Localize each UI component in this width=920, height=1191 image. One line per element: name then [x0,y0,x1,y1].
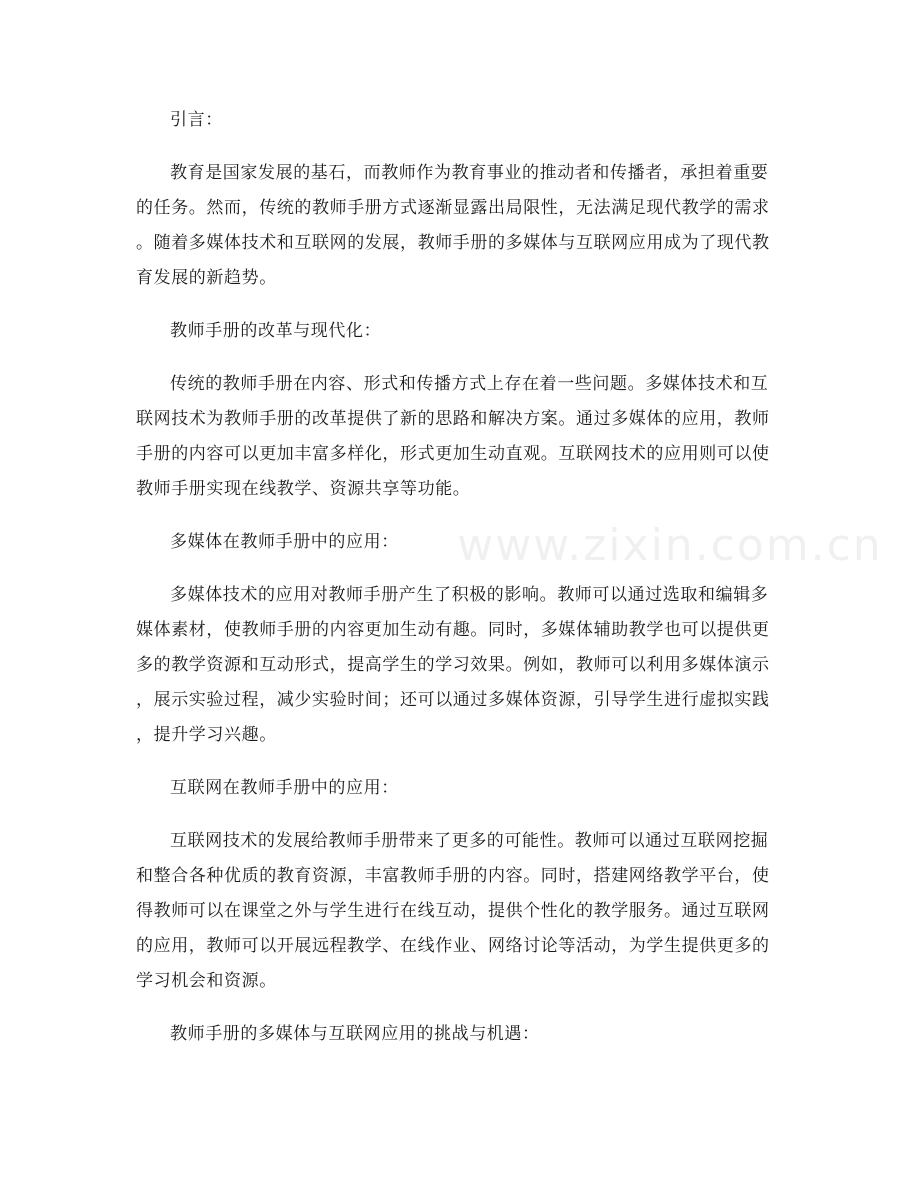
paragraph-line: 手册的内容可以更加丰富多样化，形式更加生动直观。互联网技术的应用则可以使 [136,444,770,464]
paragraph-line: 教育是国家发展的基石，而教师作为教育事业的推动者和传播者，承担着重要 [170,163,769,183]
paragraph-line: 的任务。然而，传统的教师手册方式逐渐显露出局限性，无法满足现代教学的需求 [136,198,770,218]
watermark: www.zixin.com.cn [457,520,883,571]
paragraph-line: 的应用，教师可以开展远程教学、在线作业、网络讨论等活动，为学生提供更多的 [136,936,770,956]
paragraph-line: 多的教学资源和互动形式，提高学生的学习效果。例如，教师可以利用多媒体演示 [136,655,770,675]
paragraph-line: 传统的教师手册在内容、形式和传播方式上存在着一些问题。多媒体技术和互 [170,374,769,394]
paragraph-multimedia [136,578,786,753]
section-heading-reform: 教师手册的改革与现代化： [170,321,382,341]
paragraph-line: 多媒体技术的应用对教师手册产生了积极的影响。教师可以通过选取和编辑多 [170,585,769,605]
section-heading-introduction: 引言： [170,110,223,130]
paragraph-line: 联网技术为教师手册的改革提供了新的思路和解决方案。通过多媒体的应用，教师 [136,409,770,429]
paragraph-internet [136,824,786,999]
paragraph-line: ，展示实验过程，减少实验时间；还可以通过多媒体资源，引导学生进行虚拟实践 [136,690,770,710]
paragraph-line: 和整合各种优质的教育资源，丰富教师手册的内容。同时，搭建网络教学平台，使 [136,866,770,886]
section-heading-challenges: 教师手册的多媒体与互联网应用的挑战与机遇： [170,1024,540,1044]
paragraph-line: 育发展的新趋势。 [136,268,277,288]
section-heading-internet: 互联网在教师手册中的应用： [170,778,399,798]
paragraph-line: 得教师可以在课堂之外与学生进行在线互动，提供个性化的教学服务。通过互联网 [136,901,770,921]
paragraph-introduction [136,156,786,296]
paragraph-line: 学习机会和资源。 [136,971,277,991]
section-heading-multimedia: 多媒体在教师手册中的应用： [170,532,399,552]
paragraph-line: ，提升学习兴趣。 [136,725,277,745]
document-body [136,103,786,1070]
paragraph-line: 媒体素材，使教师手册的内容更加生动有趣。同时，多媒体辅助教学也可以提供更 [136,620,770,640]
paragraph-reform [136,367,786,507]
paragraph-line: 互联网技术的发展给教师手册带来了更多的可能性。教师可以通过互联网挖掘 [170,831,769,851]
paragraph-line: 。随着多媒体技术和互联网的发展，教师手册的多媒体与互联网应用成为了现代教 [136,233,770,253]
paragraph-line: 教师手册实现在线教学、资源共享等功能。 [136,479,471,499]
